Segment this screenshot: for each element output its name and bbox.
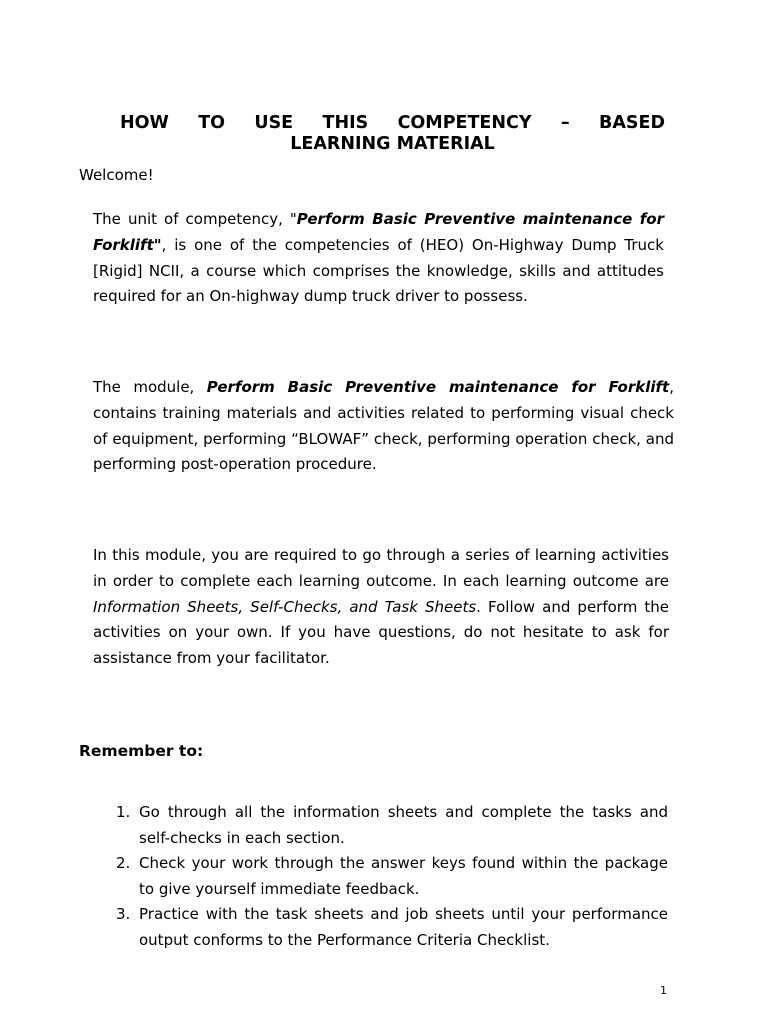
intro-paragraph: [93, 207, 664, 310]
list-item-text: Practice with the task sheets and job sheets until your performance output conforms to the Performance Criteria Checklist.: [139, 905, 668, 949]
welcome-text: Welcome!: [79, 166, 154, 184]
module-paragraph: [93, 375, 674, 478]
instructions-paragraph: [93, 543, 669, 672]
module-name: Perform Basic Preventive maintenance for Forklift: [206, 378, 670, 396]
instructions-text-end: . Follow and perform the activities on your own. If you have questions, do not hesitate to ask for assistance from your facilitator.: [93, 597, 670, 668]
list-item-text: Check your work through the answer keys found within the package to give yourself immediate feedback.: [139, 854, 668, 898]
unit-of-competency-name: Perform Basic Preventive maintenance for Forklift": [93, 210, 664, 254]
intro-text-start: The unit of competency, ": [93, 210, 297, 228]
list-item: [116, 851, 668, 902]
list-item-number: 1.: [116, 803, 131, 821]
title-line-2: LEARNING MATERIAL: [290, 134, 495, 154]
module-text-end: , contains training materials and activities related to performing visual check of equipment, performing “BLOWAF” check, performing operation check, and performing post-operation procedure.: [93, 378, 674, 474]
page-number: 1: [660, 984, 667, 997]
intro-text-end: , is one of the competencies of (HEO) On-Highway Dump Truck [Rigid] NCII, a course which comprises the knowledge, skills and attitudes required for an On-highway dump truck driver to possess.: [93, 235, 664, 306]
sheet-types: Information Sheets, Self-Checks, and Task Sheets: [93, 597, 477, 616]
title-line-1: HOW TO USE THIS COMPETENCY – BASED: [120, 113, 665, 133]
remember-heading: Remember to:: [79, 742, 204, 760]
page-title: [120, 113, 665, 155]
instructions-text-start: In this module, you are required to go through a series of learning activities in order to complete each learning outcome. In each learning outcome are: [93, 546, 669, 590]
list-item-number: 2.: [116, 854, 131, 873]
list-item: [116, 800, 668, 851]
list-item-text: Go through all the information sheets and complete the tasks and self-checks in each section.: [139, 803, 668, 847]
reminder-list: [116, 800, 668, 954]
module-text-start: The module,: [93, 378, 207, 396]
list-item: [116, 902, 668, 953]
list-item-number: 3.: [116, 905, 131, 924]
